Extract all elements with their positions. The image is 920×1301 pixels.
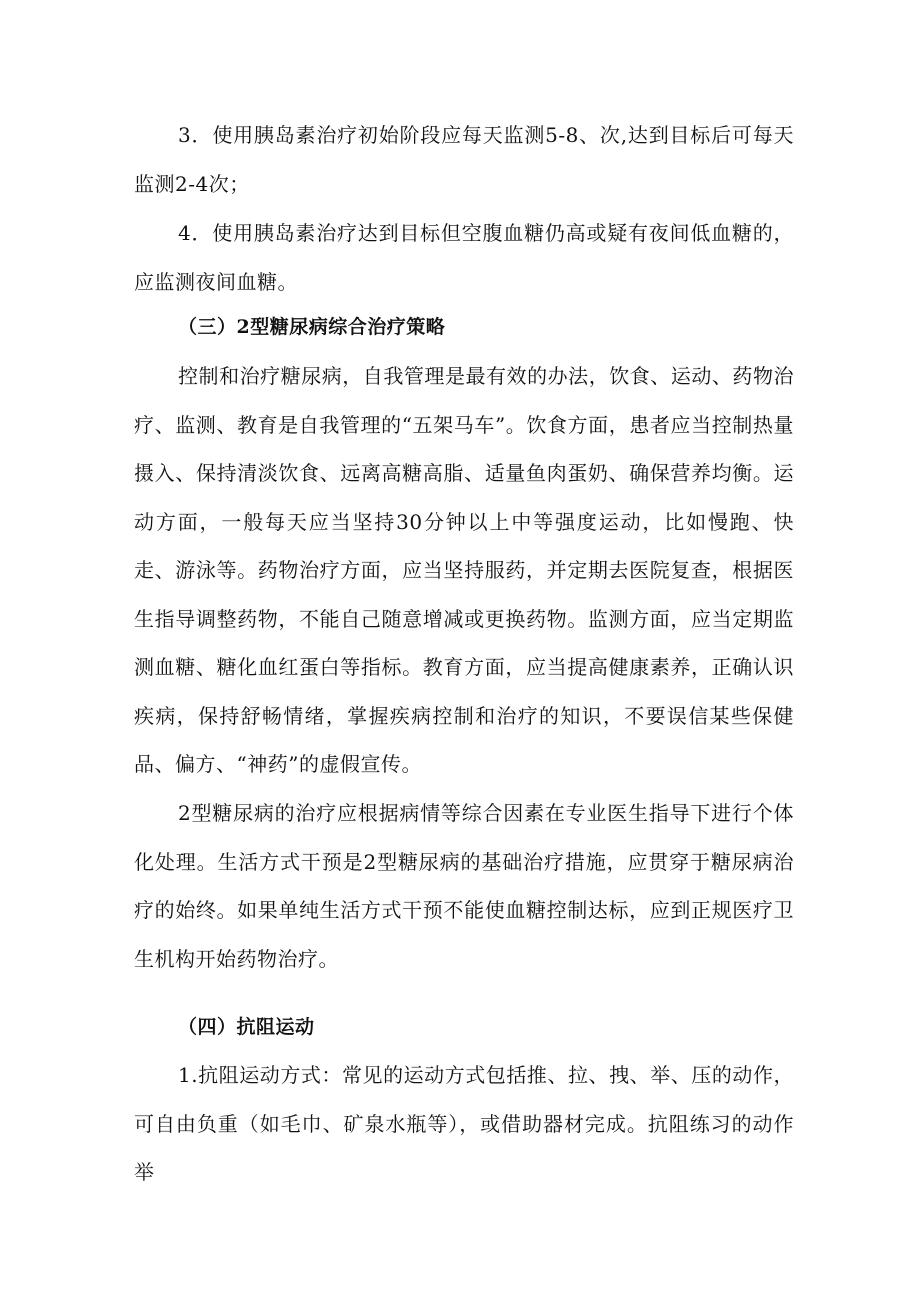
paragraph-monitoring-3: 3．使用胰岛素治疗初始阶段应每天监测5-8、次,达到目标后可每天监测2-4次； (134, 123, 794, 196)
paragraph-monitoring-4: 4．使用胰岛素治疗达到目标但空腹血糖仍高或疑有夜间低血糖的，应监测夜间血糖。 (134, 221, 794, 294)
paragraph-self-management: 控制和治疗糖尿病，自我管理是最有效的办法，饮食、运动、药物治疗、监测、教育是自我管理的“五架马车”。饮食方面，患者应当控制热量摄入、保持清淡饮食、远离高糖高脂、适量鱼肉蛋奶、确保营养均衡。运动方面，一般每天应当坚持30分钟以上中等强度运动，比如慢跑、快走、游泳等。药物治疗方面，应当坚持服药，并定期去医院复查，根据医生指导调整药物，不能自己随意增减或更换药物。监测方面，应当定期监测血糖、糖化血红蛋白等指标。教育方面，应当提高健康素养，正确认识疾病，保持舒畅情绪，掌握疾病控制和治疗的知识，不要误信某些保健品、偏方、“神药”的虚假宣传。 (134, 364, 794, 776)
paragraph-resistance-exercise: 1.抗阻运动方式：常见的运动方式包括推、拉、拽、举、压的动作，可自由负重（如毛巾、矿泉水瓶等），或借助器材完成。抗阻练习的动作举 (134, 1063, 794, 1184)
paragraph-type2-treatment: 2型糖尿病的治疗应根据病情等综合因素在专业医生指导下进行个体化处理。生活方式干预是2型糖尿病的基础治疗措施，应贯穿于糖尿病治疗的始终。如果单纯生活方式干预不能使血糖控制达标，应到正规医疗卫生机构开始药物治疗。 (134, 801, 794, 971)
section-heading-4: （四）抗阻运动 (178, 1016, 315, 1038)
section-heading-3: （三）2型糖尿病综合治疗策略 (178, 316, 446, 338)
